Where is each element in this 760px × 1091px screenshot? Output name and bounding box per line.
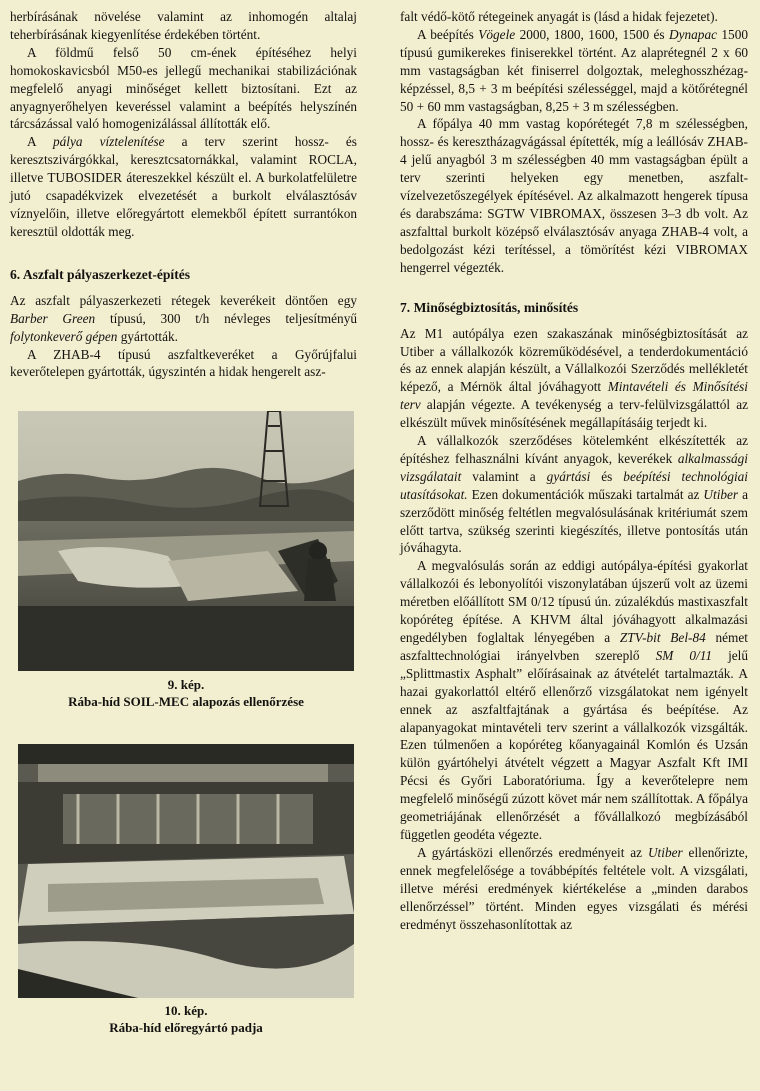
- figure-title: Rába-híd előregyártó padja: [109, 1020, 263, 1035]
- emphasis: Utiber: [703, 486, 739, 502]
- paragraph: [10, 292, 357, 346]
- emphasis: alkalmassági vizsgálatait: [400, 450, 748, 484]
- text-run: A: [27, 134, 53, 150]
- emphasis: Dynapac: [669, 26, 717, 42]
- right-column: [400, 8, 748, 933]
- paragraph: A ZHAB-4 típusú aszfaltkeveréket a Győrújfalui keverőtelepen gyártották, úgyszintén a hidak hengerelt asz-: [10, 346, 357, 380]
- text-run: valamint a: [461, 468, 547, 484]
- text-run: a szerződött minőség feltétlen megvalósulásának kritériumát szem előtt tartva, szükség szerinti kiegészítés, illetve pontosítás után jóváhagyta.: [400, 486, 748, 556]
- section-heading-6: 6. Aszfalt pályaszerkezet-építés: [10, 266, 191, 282]
- text-run: A megvalósulás során az eddigi autópálya-építési gyakorlat vállalkozói és lebonyolítói viszonylatában újszerű volt az üzemi méretben előállított SM 0/12 típusú ún. zúzalékdús mastixaszfalt kopóréteg építése. A KHVM által jóváhagyott alkalmazási engedélyben foglaltak lényegében a: [400, 558, 748, 645]
- paragraph: A főpálya 40 mm vastag kopórétegét 7,8 m szélességben, hossz- és keresztházagvágással építették, míg a leállósáv ZHAB-4 jelű anyagból 3 m szélességben 40 mm vastagságban épült a terv szerinti helyeken egy menetben, aszfalt-vízelvezetőszegélyek építésével. Az alkalmazott hengerek típusa és darabszáma: SGTW VIBROMAX, összesen 3–3 db volt. Az aszfalttal burkolt középső elválasztósáv anyaga ZHAB-4 volt, a bedolgozást kézi terítéssel, a tömörítést kézi VIBROMAX hengerrel végezték.: [400, 116, 748, 275]
- text-run: A vállalkozók szerződéses kötelemként elkészítették az építéshez felhasználni kívánt anyagok, keverékek: [400, 433, 748, 466]
- prefab-bed-image: [18, 744, 354, 998]
- text-run: és: [590, 468, 624, 484]
- emphasis: folytonkeverő gépen: [10, 328, 118, 344]
- construction-site-image: [18, 411, 354, 671]
- paragraph: A földmű felső 50 cm-ének építéséhez helyi homokoskavicsból M50-es jellegű mechanikai stabilizációnak megfelelő anyagi minőséget kellett biztosítani. Ezt az anyagnyerőhelyen keveréssel valamint a beépítés helyszínén tárcsázással való homogenizálással állították elő.: [10, 44, 357, 132]
- paragraph: [400, 557, 748, 844]
- figure-10-photo: [18, 744, 354, 998]
- text-run: jelű „Splittmastix Asphalt” előírásainak az átvételét tartalmazták. A hazai gyakorlattól eltérő ellenőrző vizsgálatokat nem igényelt ennek az aszfaltfajtának a gyártása és beépítése. Az alapanyagokat mintavételi terv szerint a vállalkozók vizsgálták. Ezen túlmenően a kopóréteg kőanyagainál Komlón és Uzsán külön gyártóhelyi átvételt végzett a Magyar Aszfalt Kft IMI Pécsi és Győri Laboratóriuma. Így a keverőtelepre nem megfelelő minőségű zúzott követ már nem szállítottak. A főpálya geometriájának ellenőrzését a fővállalkozó megbízásából független geodéta végezte.: [400, 647, 749, 842]
- emphasis: beépítési technológiai utasításokat.: [400, 468, 748, 502]
- text-run: Az aszfalt pályaszerkezeti rétegek keverékeit döntően egy: [10, 292, 357, 308]
- paragraph: [400, 432, 748, 557]
- figure-title: Rába-híd SOIL-MEC alapozás ellenőrzése: [68, 694, 304, 709]
- emphasis: SM 0/11: [655, 647, 713, 663]
- text-run: 1500 típusú gumikerekes finiserekkel történt. Az alaprétegnél 2 x 60 mm vastagságban két finiserrel dolgoztak, meleghosszhézag-képzéssel, 8,5 + 3 m beépítési szélességgel, majd a kötőrétegnél 50 + 60 mm vastagságban, 8,25 + 3 m szélességben.: [400, 26, 748, 114]
- paragraph: herbírásának növelése valamint az inhomogén altalaj teherbírásának kiegyenlítése érdekében történt.: [10, 9, 357, 42]
- figure-9-caption: [18, 676, 354, 710]
- emphasis: Mintavételi és Minősítési terv: [400, 379, 748, 413]
- section-heading-7: 7. Minőségbiztosítás, minősítés: [400, 299, 579, 315]
- paragraph: falt védő-kötő rétegeinek anyagát is (lásd a hidak fejezetet).: [400, 9, 718, 24]
- text-run: alapján végezte. A tevékenység a terv-felülvizsgálattól az elkészült művek minősítésének megállapításáig terjedt ki.: [400, 397, 748, 431]
- figure-number: 10. kép.: [164, 1003, 208, 1018]
- text-run: a terv szerint hossz- és keresztszivárgókkal, keresztcsatornákkal, valamint ROCLA, illetve TUBOSIDER átereszekkel készült el. A burkolatfelületre jutó csapadékvizek elvezetését a burkolt elválasztósáv víznyelőin, illetve előregyártott elemekből épített surrantókon keresztül oldották meg.: [10, 134, 357, 239]
- text-run: gyártották.: [117, 328, 178, 344]
- text-run: A gyártásközi ellenőrzés eredményeit az: [417, 844, 648, 860]
- text-run: Ezen dokumentációk műszaki tartalmát az: [467, 486, 704, 502]
- paragraph: [10, 133, 357, 240]
- figure-number: 9. kép.: [167, 677, 205, 692]
- text-run: ellenőrizte, ennek megfelelősége a továbbépítés feltétele volt. A vizsgálati, illetve mérési eredmények kiértékelése a „minden darabos ellenőrzéssel” történt. Minden egyes vizsgálati és mérési eredményt összehasonlítottak az: [400, 844, 748, 932]
- paragraph: [400, 325, 748, 432]
- emphasis: Barber Green: [10, 310, 96, 326]
- paragraph: [400, 26, 748, 116]
- figure-9-photo: [18, 411, 354, 671]
- text-run: német aszfalttechnológiai irányelvben szereplő: [400, 630, 748, 663]
- text-run: típusú, 300 t/h névleges teljesítményű: [95, 310, 357, 326]
- text-run: A beépítés: [417, 26, 479, 42]
- paragraph: [400, 844, 748, 934]
- text-run: Az M1 autópálya ezen szakaszának minőségbiztosítását az Utiber a vállalkozók közreműködésével, a tenderdokumentáció és az ennek alapján készült, a Vállalkozói Szerződés mellékletét képező, a Mérnök által jóváhagyott: [400, 325, 748, 395]
- figure-10-caption: [18, 1002, 354, 1036]
- emphasis: Vögele: [478, 26, 516, 42]
- emphasis: ZTV-bit Bel-84: [619, 630, 706, 645]
- emphasis: pálya víztelenítése: [52, 134, 165, 150]
- left-column: [10, 8, 357, 381]
- text-run: 2000, 1800, 1600, 1500 és: [515, 26, 669, 42]
- emphasis: Utiber: [647, 844, 683, 860]
- emphasis: gyártási: [546, 468, 591, 484]
